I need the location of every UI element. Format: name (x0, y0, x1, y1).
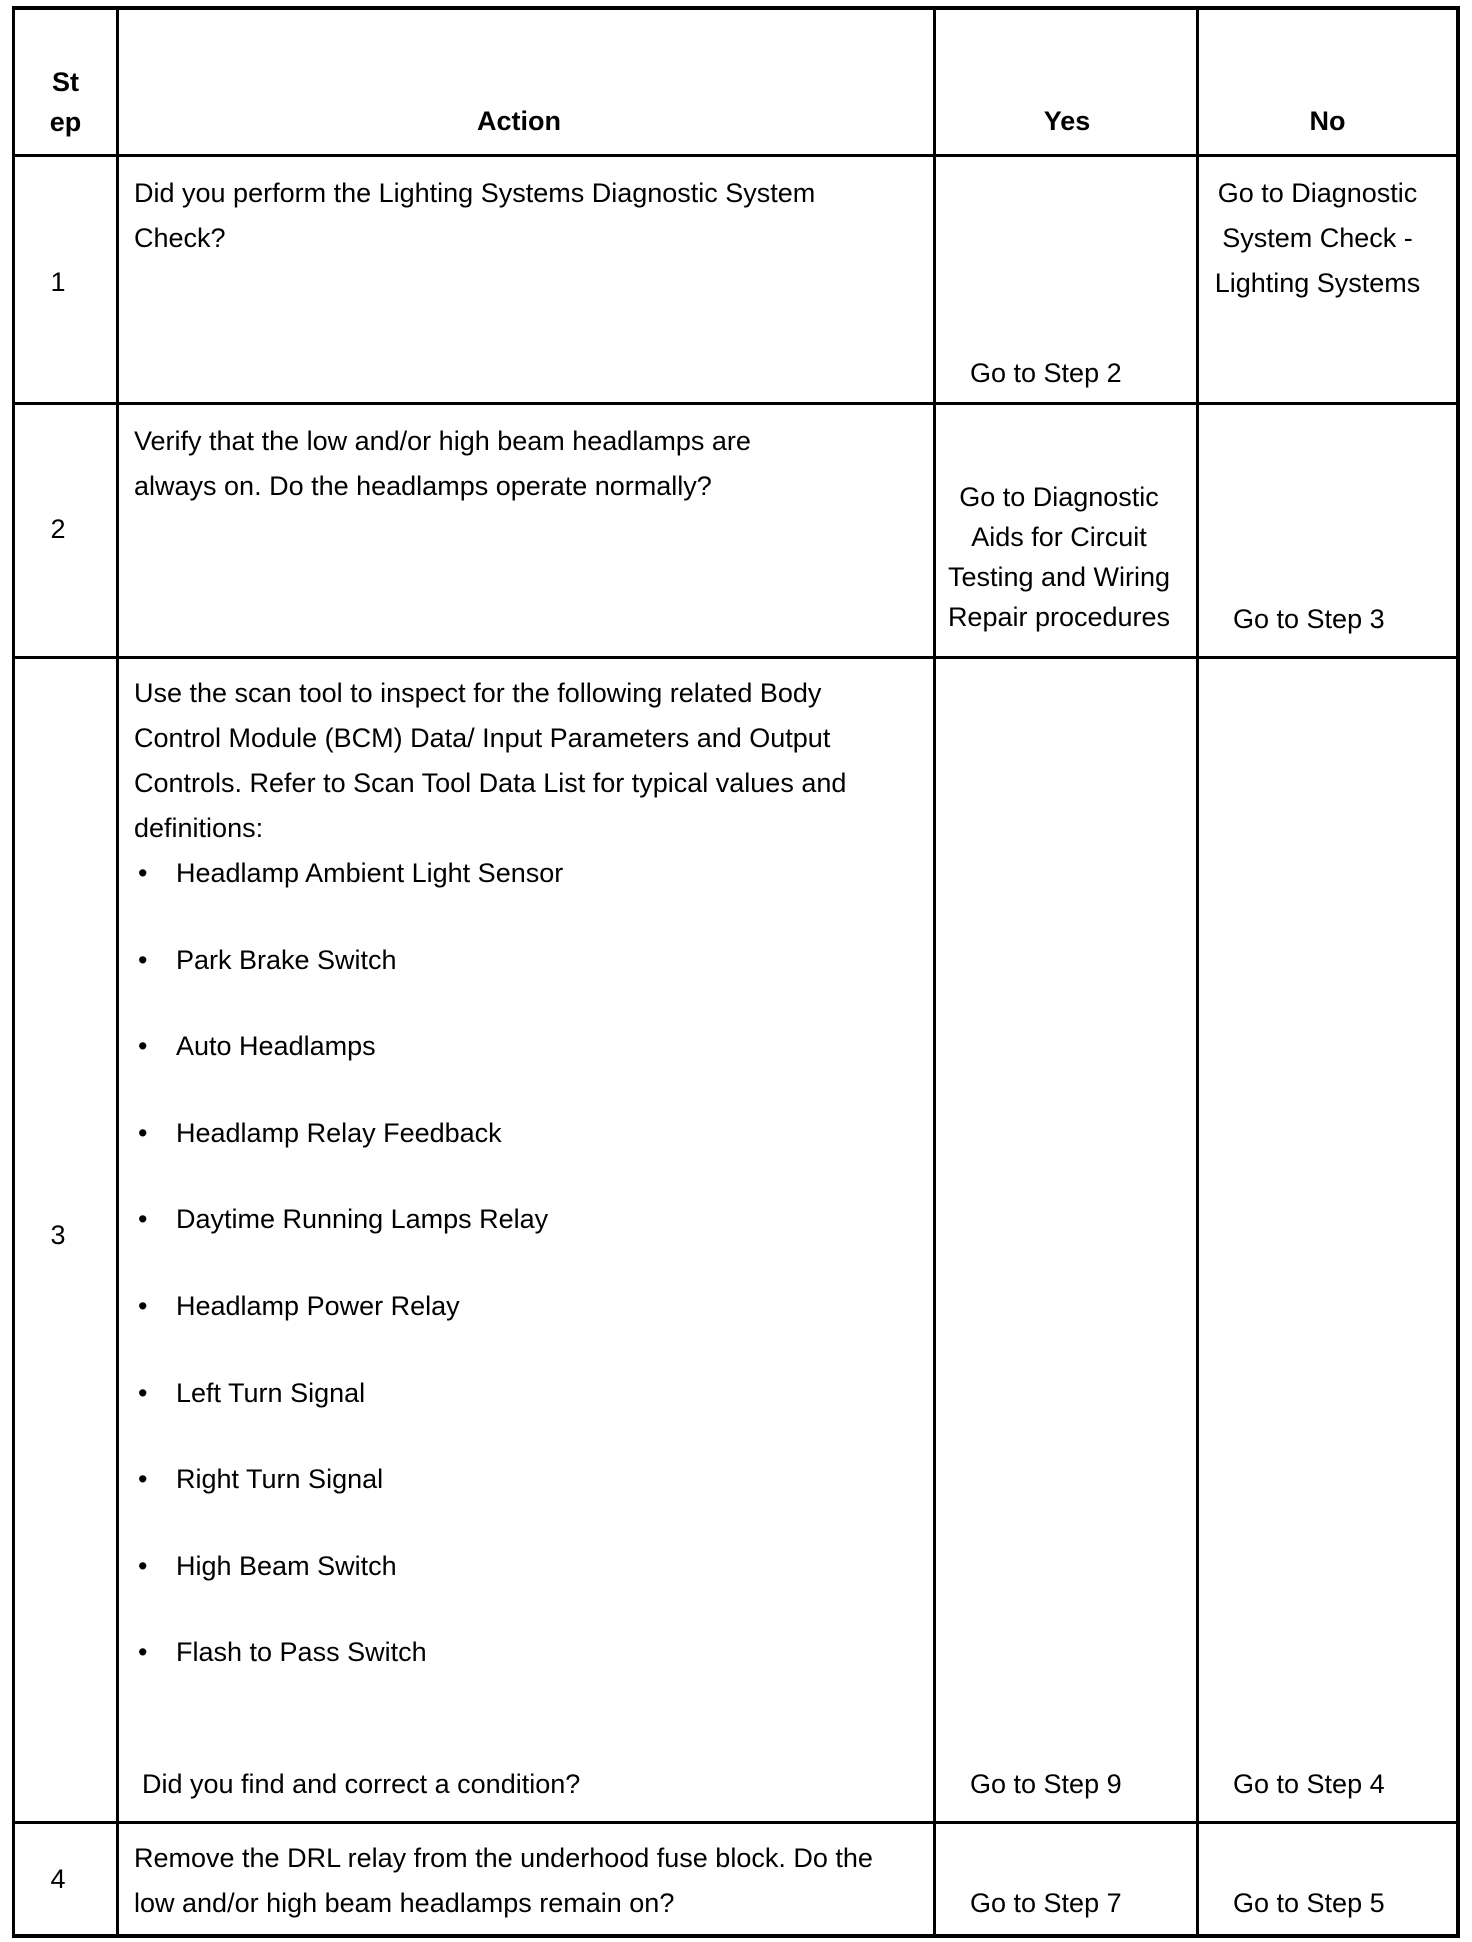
no-outcome: Go to Step 4 (1233, 1769, 1385, 1799)
yes-outcome: Go to Diagnostic Aids for Circuit Testing and Wiring Repair procedures (947, 482, 1171, 632)
action-question: Did you find and correct a condition? (142, 1769, 581, 1799)
step-number: 3 (50, 1220, 66, 1250)
bullet-icon: • (138, 944, 148, 975)
list-item: • Park Brake Switch (134, 938, 894, 1025)
bullet-icon: • (138, 1550, 148, 1581)
yes-outcome: Go to Step 9 (970, 1769, 1122, 1799)
table-border-bottom (14, 1934, 1460, 1938)
no-outcome: Go to Step 3 (1233, 604, 1385, 634)
row-divider (14, 1821, 1460, 1824)
header-step: St ep (49, 67, 82, 137)
action-text: Did you perform the Lighting Systems Diagnostic System Check? (134, 178, 816, 253)
column-divider (1196, 6, 1199, 1938)
table-border-top (14, 6, 1460, 10)
no-outcome: Go to Diagnostic System Check - Lighting Systems (1214, 178, 1421, 298)
list-item: • High Beam Switch (134, 1544, 894, 1631)
column-divider (116, 6, 119, 1938)
bullet-icon: • (138, 1377, 148, 1408)
yes-outcome: Go to Step 2 (970, 358, 1122, 388)
list-item: • Left Turn Signal (134, 1371, 894, 1458)
list-item: • Daytime Running Lamps Relay (134, 1197, 894, 1284)
header-action: Action (477, 106, 561, 136)
bullet-icon: • (138, 858, 148, 888)
action-intro: Use the scan tool to inspect for the following related Body Control Module (BCM) Data/ Input Parameters and Output Controls. Refer to Scan Tool Data List for typical values and definitions: (134, 678, 847, 843)
bullet-icon: • (138, 1204, 148, 1235)
bullet-icon: • (138, 1117, 148, 1148)
bullet-icon: • (138, 1031, 148, 1062)
bullet-icon: • (138, 1464, 148, 1495)
parameter-list (134, 851, 894, 1717)
column-divider (933, 6, 936, 1938)
bullet-icon: • (138, 1637, 148, 1668)
list-item: • Flash to Pass Switch (134, 1630, 894, 1717)
no-outcome: Go to Step 5 (1233, 1888, 1385, 1918)
header-divider (14, 154, 1460, 157)
header-no: No (1309, 106, 1346, 136)
step-number: 1 (50, 267, 66, 297)
table-border-right (1456, 6, 1460, 1938)
row-divider (14, 656, 1460, 659)
action-text: Verify that the low and/or high beam headlamps are always on. Do the headlamps operate normally? (134, 426, 751, 501)
row-divider (14, 402, 1460, 405)
list-item: • Auto Headlamps (134, 1024, 894, 1111)
yes-outcome: Go to Step 7 (970, 1888, 1122, 1918)
list-item: • Headlamp Ambient Light Sensor (134, 851, 894, 938)
list-item: • Headlamp Power Relay (134, 1284, 894, 1371)
action-text: Remove the DRL relay from the underhood fuse block. Do the low and/or high beam headlamps remain on? (134, 1843, 873, 1918)
list-item: • Headlamp Relay Feedback (134, 1111, 894, 1198)
list-item: • Right Turn Signal (134, 1457, 894, 1544)
step-number: 2 (50, 514, 66, 544)
step-number: 4 (50, 1864, 66, 1894)
bullet-icon: • (138, 1290, 148, 1321)
header-yes: Yes (1043, 106, 1091, 136)
